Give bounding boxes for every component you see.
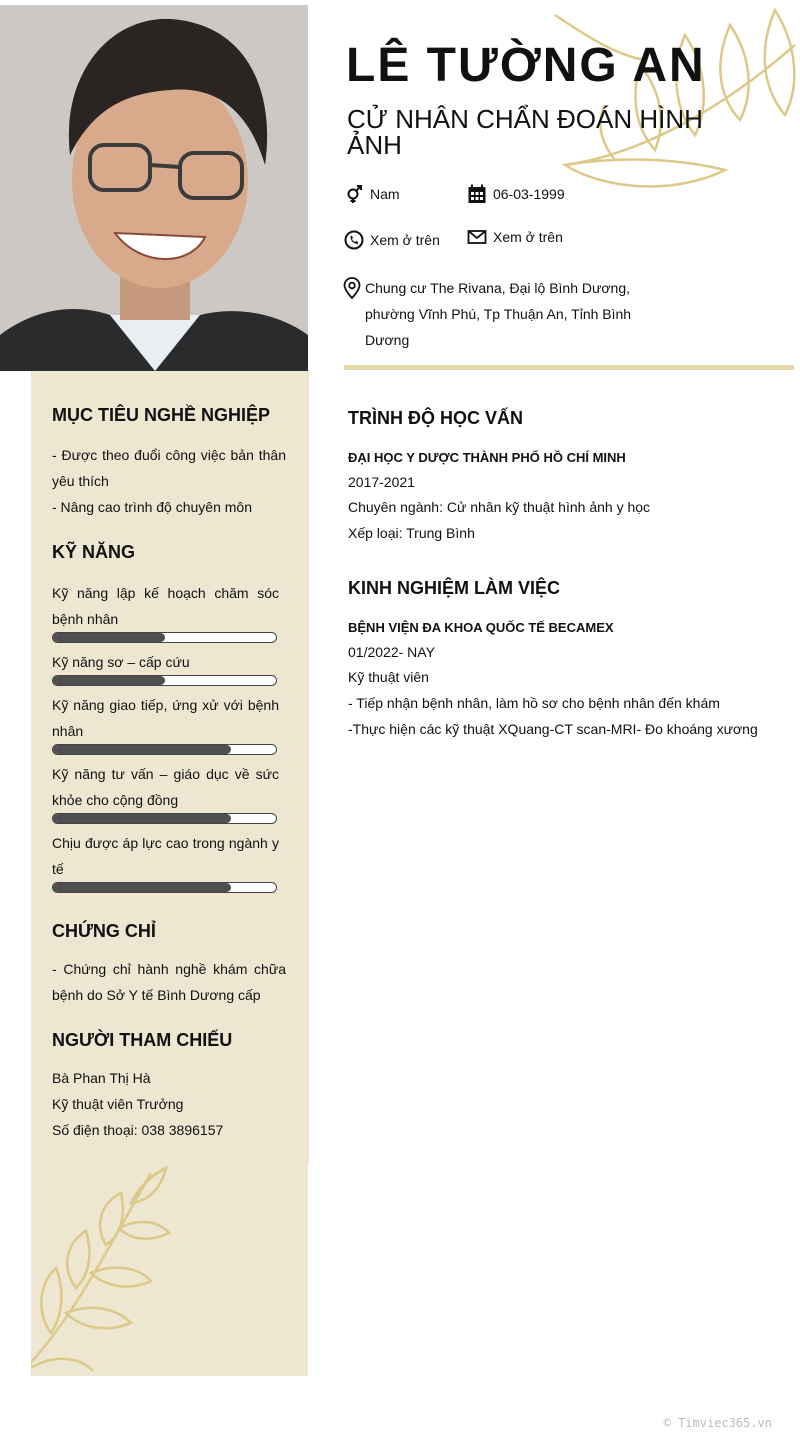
education-rank: Xếp loại: Trung Bình: [348, 525, 475, 541]
watermark: © Timviec365.vn: [663, 1416, 772, 1430]
skill-bar: [52, 675, 277, 686]
candidate-name: LÊ TƯỜNG AN: [346, 39, 706, 92]
mail-icon: [467, 227, 487, 247]
leaf-decoration-bottom: [31, 1163, 308, 1376]
skill-label: Chịu được áp lực cao trong ngành y tế: [52, 835, 279, 877]
skill-bar-fill: [53, 676, 165, 685]
education-school: ĐẠI HỌC Y DƯỢC THÀNH PHỐ HỒ CHÍ MINH: [348, 450, 626, 465]
email-text: Xem ở trên: [493, 229, 563, 245]
email-info: [467, 227, 563, 247]
skills-heading: KỸ NĂNG: [52, 542, 136, 562]
phone-text: Xem ở trên: [370, 232, 440, 248]
skill-label: Kỹ năng tư vấn – giáo dục về sức khỏe cho cộng đồng: [52, 766, 279, 808]
education-major: Chuyên ngành: Cử nhân kỹ thuật hình ảnh y học: [348, 499, 651, 515]
reference-position: Kỹ thuật viên Trưởng: [52, 1096, 184, 1112]
skill-bar: [52, 744, 277, 755]
education-heading: TRÌNH ĐỘ HỌC VẤN: [348, 408, 523, 428]
birthdate-info: [467, 184, 565, 204]
calendar-icon: [467, 184, 487, 204]
profile-photo: [0, 5, 308, 371]
experience-company: BỆNH VIỆN ĐA KHOA QUỐC TẾ BECAMEX: [348, 620, 614, 635]
skill-bar: [52, 632, 277, 643]
candidate-title: CỬ NHÂN CHẨN ĐOÁN HÌNH ẢNH: [347, 104, 703, 160]
objective-heading: MỤC TIÊU NGHỀ NGHIỆP: [52, 405, 271, 425]
experience-duty: - Tiếp nhận bệnh nhân, làm hồ sơ cho bệnh nhân đến khám: [348, 695, 720, 711]
header-divider: [344, 365, 794, 370]
experience-heading: KINH NGHIỆM LÀM VIỆC: [348, 578, 561, 598]
sidebar-leaf-panel: [31, 1163, 308, 1376]
skill-bar: [52, 813, 277, 824]
experience-period: 01/2022- NAY: [348, 644, 435, 660]
objective-text: - Được theo đuổi công việc bản thân yêu thích - Nâng cao trình độ chuyên môn: [52, 447, 286, 515]
reference-name: Bà Phan Thị Hà: [52, 1070, 151, 1086]
skill-bar-fill: [53, 745, 231, 754]
skill-bar-fill: [53, 883, 231, 892]
experience-duty: -Thực hiện các kỹ thuật XQuang-CT scan-MRI- Đo khoáng xương: [348, 721, 758, 737]
gender-text: Nam: [370, 186, 400, 202]
gender-info: [344, 184, 400, 204]
phone-icon: [344, 230, 364, 250]
phone-info: [344, 230, 440, 250]
certificates-text: - Chứng chỉ hành nghề khám chữa bệnh do Sở Y tế Bình Dương cấp: [52, 961, 286, 1003]
gender-icon: [344, 184, 364, 204]
reference-phone: Số điện thoại: 038 3896157: [52, 1122, 224, 1138]
skill-label: Kỹ năng sơ – cấp cứu: [52, 654, 190, 670]
skill-label: Kỹ năng lập kế hoạch chăm sóc bệnh nhân: [52, 585, 279, 627]
skill-bar: [52, 882, 277, 893]
address-info: [343, 276, 675, 353]
birthdate-text: 06-03-1999: [493, 186, 565, 202]
references-heading: NGƯỜI THAM CHIẾU: [52, 1030, 233, 1050]
education-period: 2017-2021: [348, 474, 415, 490]
location-pin-icon: [343, 277, 361, 299]
skill-bar-fill: [53, 814, 231, 823]
skill-label: Kỹ năng giao tiếp, ứng xử với bệnh nhân: [52, 697, 279, 739]
experience-role: Kỹ thuật viên: [348, 669, 429, 685]
skill-bar-fill: [53, 633, 165, 642]
address-text: Chung cư The Rivana, Đại lộ Bình Dương, phường Vĩnh Phú, Tp Thuận An, Tỉnh Bình Dương: [365, 280, 632, 348]
certificates-heading: CHỨNG CHỈ: [52, 921, 156, 941]
